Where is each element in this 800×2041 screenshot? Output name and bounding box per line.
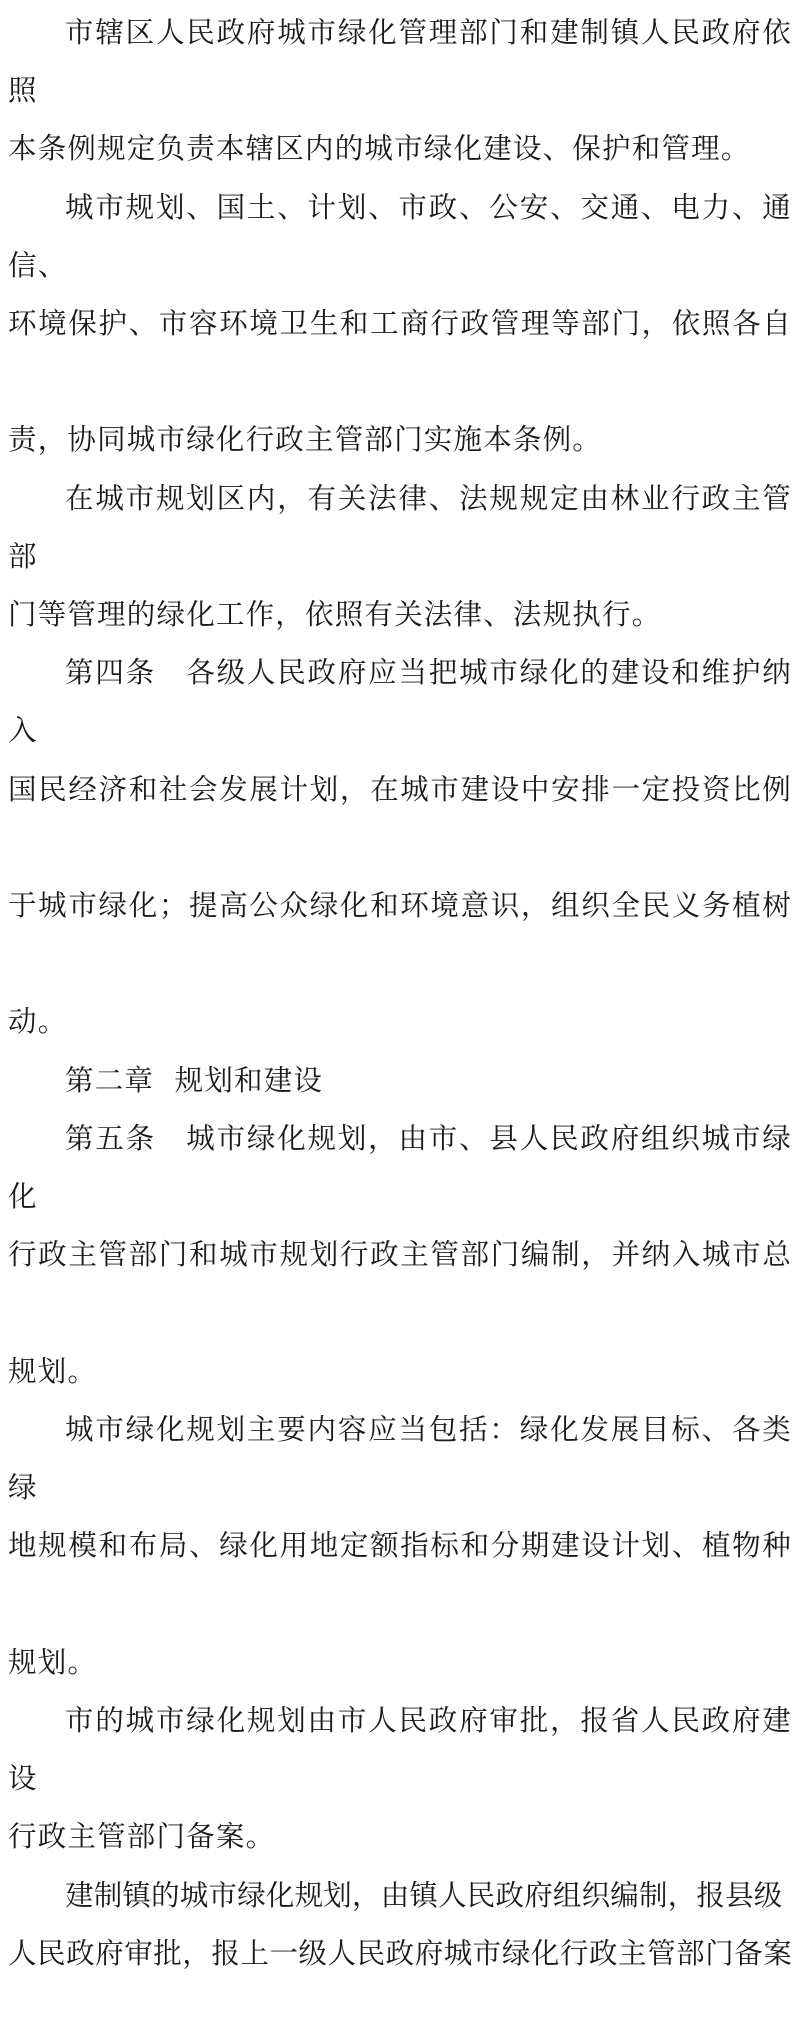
text-line: 第五条 城市绿化规划，由市、县人民政府组织城市绿化: [8, 1110, 792, 1226]
text-line: 市辖区人民政府城市绿化管理部门和建制镇人民政府依照: [8, 4, 792, 120]
text-line: 市的城市绿化规划由市人民政府审批，报省人民政府建设: [8, 1692, 792, 1808]
paragraph-article-4: [8, 644, 792, 1051]
document-body: [8, 4, 792, 2041]
text-line: 城市绿化规划主要内容应当包括：绿化发展目标、各类绿: [8, 1401, 792, 1517]
paragraph-forestry-management: [8, 470, 792, 645]
paragraph-plan-contents: [8, 1401, 792, 1692]
text-line: 门等管理的绿化工作，依照有关法律、法规执行。: [0, 586, 792, 644]
chapter-2-heading: [8, 1052, 792, 1110]
text-line: 国民经济和社会发展计划，在城市建设中安排一定投资比例: [0, 761, 792, 877]
text-line: 第四条 各级人民政府应当把城市绿化的建设和维护纳入: [8, 644, 792, 760]
text-line: 本条例规定负责本辖区内的城市绿化建设、保护和管理。: [0, 120, 792, 178]
paragraph-cooperating-departments: [8, 179, 792, 470]
paragraph-town-plan-approval: [8, 1867, 792, 2041]
paragraph-district-greening-management: [8, 4, 792, 179]
text-line: 于城市绿化；提高公众绿化和环境意识，组织全民义务植树: [0, 877, 792, 993]
paragraph-article-5: [8, 1110, 792, 1401]
text-line: 动。: [0, 993, 792, 1051]
chapter-title: 第二章 规划和建设: [8, 1052, 792, 1110]
text-line: 规划。: [0, 1343, 792, 1401]
text-line: 城市规划、国土、计划、市政、公安、交通、电力、通信、: [8, 179, 792, 295]
text-line: 行政主管部门和城市规划行政主管部门编制，并纳入城市总: [0, 1226, 792, 1342]
paragraph-city-plan-approval: [8, 1692, 792, 1867]
text-line: 人民政府审批，报上一级人民政府城市绿化行政主管部门备案: [0, 1925, 792, 2041]
text-line: 建制镇的城市绿化规划，由镇人民政府组织编制，报县级: [8, 1867, 792, 1925]
text-line: 规划。: [0, 1634, 792, 1692]
text-line: 责，协同城市绿化行政主管部门实施本条例。: [0, 411, 792, 469]
text-line: 地规模和布局、绿化用地定额指标和分期建设计划、植物种: [0, 1517, 792, 1633]
text-line: 行政主管部门备案。: [0, 1808, 792, 1866]
text-line: 环境保护、市容环境卫生和工商行政管理等部门，依照各自: [0, 295, 792, 411]
text-line: 在城市规划区内，有关法律、法规规定由林业行政主管部: [8, 470, 792, 586]
